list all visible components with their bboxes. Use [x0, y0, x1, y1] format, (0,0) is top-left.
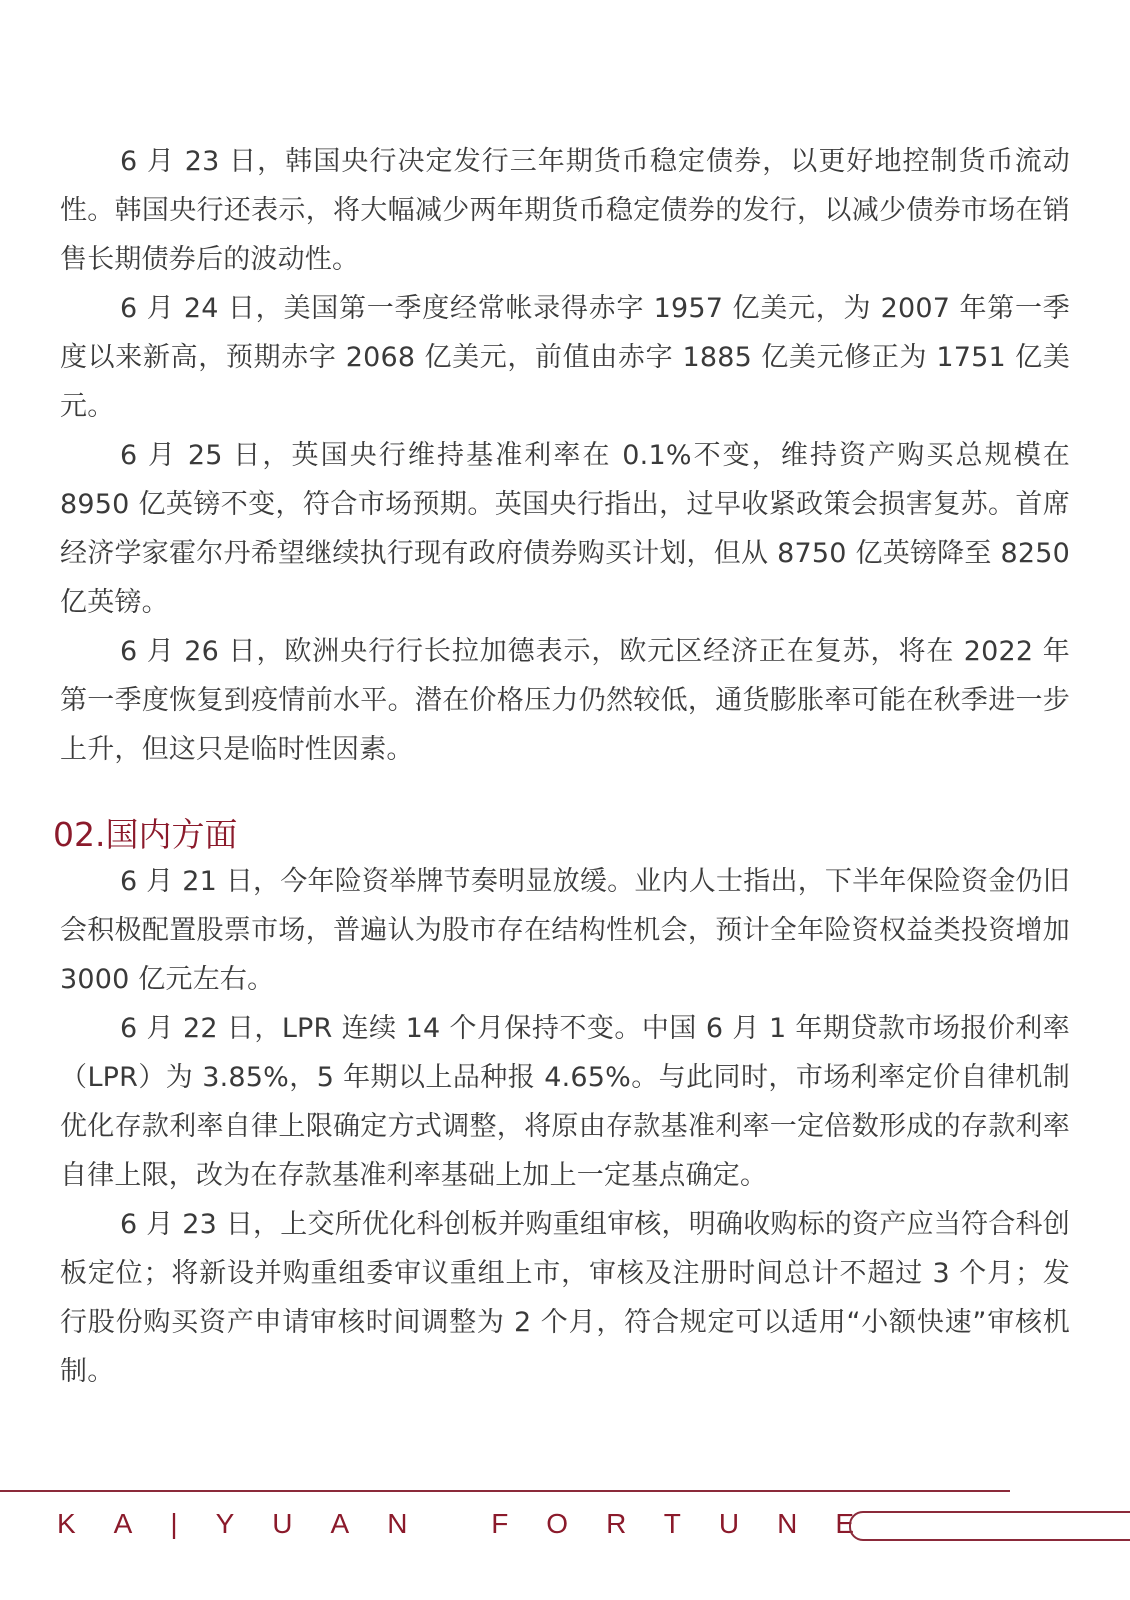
news-paragraph: 6 月 22 日，LPR 连续 14 个月保持不变。中国 6 月 1 年期贷款市场报价利率（LPR）为 3.85%，5 年期以上品种报 4.65%。与此同时，市场利率定价自律机制优化存款利率自律上限确定方式调整，将原由存款基准利率一定倍数形成的存款利率自律上限，改为在存款基准利率基础上加上一定基点确定。	[60, 1013, 1070, 1191]
section-title: 02.国内方面	[53, 815, 238, 854]
footer-decoration	[849, 1511, 1130, 1541]
footer-divider	[0, 1490, 1010, 1492]
news-paragraph: 6 月 23 日，韩国央行决定发行三年期货币稳定债券，以更好地控制货币流动性。韩国央行还表示，将大幅减少两年期货币稳定债券的发行，以减少债券市场在销售长期债券后的波动性。	[60, 146, 1070, 275]
news-paragraph: 6 月 24 日，美国第一季度经常帐录得赤字 1957 亿美元，为 2007 年第一季度以来新高，预期赤字 2068 亿美元，前值由赤字 1885 亿美元修正为 1751 亿美元。	[60, 293, 1070, 422]
news-paragraph: 6 月 21 日，今年险资举牌节奏明显放缓。业内人士指出，下半年保险资金仍旧会积极配置股票市场，普遍认为股市存在结构性机会，预计全年险资权益类投资增加 3000 亿元左右。	[60, 866, 1070, 995]
news-paragraph: 6 月 25 日，英国央行维持基准利率在 0.1%不变，维持资产购买总规模在 8950 亿英镑不变，符合市场预期。英国央行指出，过早收紧政策会损害复苏。首席经济学家霍尔丹希望继续执行现有政府债券购买计划，但从 8750 亿英镑降至 8250 亿英镑。	[60, 440, 1070, 618]
article-body	[53, 137, 1070, 1396]
news-paragraph: 6 月 23 日，上交所优化科创板并购重组审核，明确收购标的资产应当符合科创板定位；将新设并购重组委审议重组上市，审核及注册时间总计不超过 3 个月；发行股份购买资产申请审核时间调整为 2 个月，符合规定可以适用“小额快速”审核机制。	[60, 1209, 1070, 1387]
footer-brand: KA|YUAN FORTUNE	[57, 1508, 893, 1539]
news-paragraph: 6 月 26 日，欧洲央行行长拉加德表示，欧元区经济正在复苏，将在 2022 年第一季度恢复到疫情前水平。潜在价格压力仍然较低，通货膨胀率可能在秋季进一步上升，但这只是临时性因素。	[60, 636, 1070, 765]
